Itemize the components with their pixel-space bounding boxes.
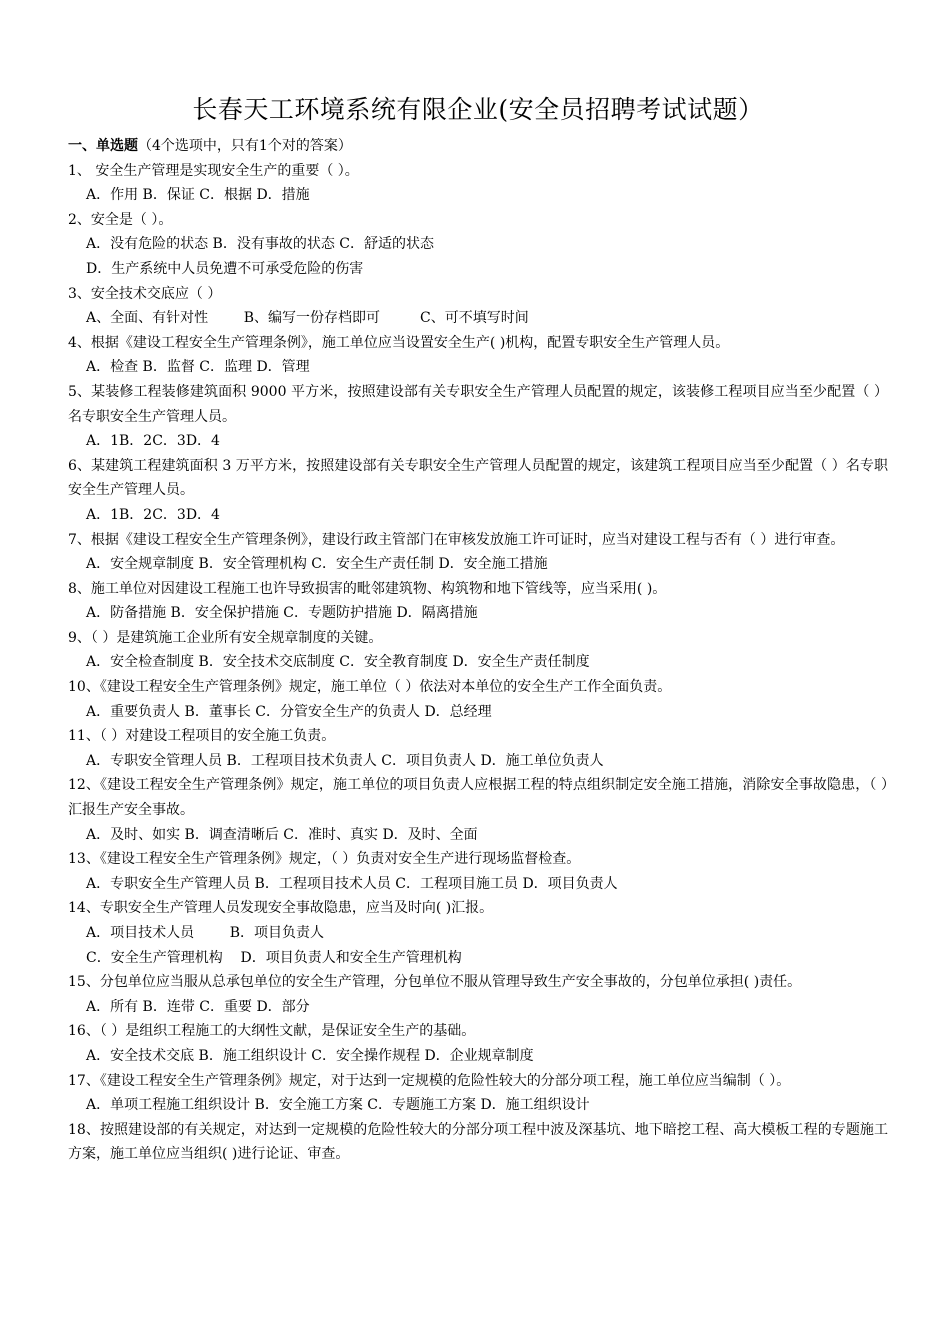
question-stem: 18、按照建设部的有关规定，对达到一定规模的危险性较大的分部分项工程中波及深基坑、地下暗挖工程、高大模板工程的专题施工方案，施工单位应当组织( )进行论证、审查。 [68, 1121, 888, 1163]
question-stem: 3、安全技术交底应（ ） [68, 285, 222, 302]
answer-options: A．专职安全管理人员 B．工程项目技术负责人 C．项目负责人 D．施工单位负责人 [86, 752, 604, 769]
section-note: （4个选项中，只有1个对的答案） [138, 138, 352, 154]
exam-document [68, 92, 888, 1167]
question-item [68, 847, 888, 896]
question-item [68, 896, 888, 970]
document-title: 长春天工环境系统有限企业(安全员招聘考试试题） [192, 95, 764, 124]
question-item [68, 626, 888, 675]
question-item [68, 454, 888, 528]
question-stem: 7、根据《建设工程安全生产管理条例》，建设行政主管部门在审核发放施工许可证时，应当对建设工程与否有（ ）进行审查。 [68, 531, 845, 548]
question-item [68, 380, 888, 454]
answer-options: A．作用 B．保证 C．根据 D．措施 [86, 187, 310, 204]
question-stem: 12、《建设工程安全生产管理条例》规定，施工单位的项目负责人应根据工程的特点组织制定安全施工措施，消除安全事故隐患，（ ）汇报生产安全事故。 [68, 777, 888, 819]
section-label: 一、单选题 [68, 138, 138, 154]
answer-options: A．没有危险的状态 B．没有事故的状态 C．舒适的状态 [86, 236, 435, 253]
question-stem: 9、（ ）是建筑施工企业所有安全规章制度的关键。 [68, 629, 383, 646]
question-item [68, 159, 888, 208]
question-stem: 2、安全是（ ）。 [68, 211, 173, 228]
question-stem: 6、某建筑工程建筑面积 3 万平方米，按照建设部有关专职安全生产管理人员配置的规定，该建筑工程项目应当至少配置（ ）名专职安全生产管理人员。 [68, 457, 888, 499]
question-item [68, 282, 888, 331]
answer-options: A．1B．2C．3D．4 [86, 506, 220, 523]
question-item [68, 724, 888, 773]
question-item [68, 331, 888, 380]
question-stem: 4、根据《建设工程安全生产管理条例》，施工单位应当设置安全生产( )机构，配置专职安全生产管理人员。 [68, 334, 730, 351]
answer-options: A．单项工程施工组织设计 B．安全施工方案 C．专题施工方案 D．施工组织设计 [86, 1097, 590, 1114]
answer-options: D．生产系统中人员免遭不可承受危险的伤害 [86, 260, 364, 277]
question-list [68, 159, 888, 1167]
question-item [68, 1118, 888, 1167]
answer-options: A．安全检查制度 B．安全技术交底制度 C．安全教育制度 D．安全生产责任制度 [86, 654, 590, 671]
answer-options: A．专职安全生产管理人员 B．工程项目技术人员 C．工程项目施工员 D．项目负责人 [86, 875, 618, 892]
question-item [68, 675, 888, 724]
answer-options: A．安全规章制度 B．安全管理机构 C．安全生产责任制 D．安全施工措施 [86, 556, 548, 573]
answer-options: A．重要负责人 B．董事长 C．分管安全生产的负责人 D．总经理 [86, 703, 492, 720]
question-stem: 1、 安全生产管理是实现安全生产的重要（ ）。 [68, 162, 359, 179]
section-heading [68, 134, 888, 159]
answer-options: A．1B．2C．3D．4 [86, 433, 220, 450]
question-item [68, 773, 888, 847]
question-item [68, 208, 888, 282]
question-stem: 13、《建设工程安全生产管理条例》规定，（ ）负责对安全生产进行现场监督检查。 [68, 851, 581, 868]
answer-options: A．及时、如实 B．调查清晰后 C．准时、真实 D．及时、全面 [86, 826, 478, 843]
answer-options: A．防备措施 B．安全保护措施 C．专题防护措施 D．隔离措施 [86, 605, 478, 622]
question-stem: 5、某装修工程装修建筑面积 9000 平方米，按照建设部有关专职安全生产管理人员配置的规定，该装修工程项目应当至少配置（ ）名专职安全生产管理人员。 [68, 383, 888, 425]
answer-options: A．所有 B．连带 C．重要 D．部分 [86, 998, 310, 1015]
question-stem: 16、（ ）是组织工程施工的大纲性文献，是保证安全生产的基础。 [68, 1023, 476, 1040]
question-stem: 17、《建设工程安全生产管理条例》规定，对于达到一定规模的危险性较大的分部分项工程，施工单位应当编制（ ）。 [68, 1072, 791, 1089]
question-stem: 8、施工单位对因建设工程施工也许导致损害的毗邻建筑物、构筑物和地下管线等，应当采用( )。 [68, 580, 667, 597]
answer-options: A．安全技术交底 B．施工组织设计 C．安全操作规程 D．企业规章制度 [86, 1047, 534, 1064]
question-stem: 14、专职安全生产管理人员发现安全事故隐患，应当及时向( )汇报。 [68, 900, 494, 917]
answer-options: C．安全生产管理机构 D．项目负责人和安全生产管理机构 [86, 949, 462, 966]
answer-options: A、全面、有针对性 B、编写一份存档即可 C、可不填写时间 [86, 310, 529, 327]
answer-options: A．检查 B．监督 C．监理 D．管理 [86, 359, 310, 376]
question-item [68, 1069, 888, 1118]
question-item [68, 1019, 888, 1068]
question-stem: 15、分包单位应当服从总承包单位的安全生产管理，分包单位不服从管理导致生产安全事故的，分包单位承担( )责任。 [68, 974, 802, 991]
question-item [68, 577, 888, 626]
question-item [68, 970, 888, 1019]
answer-options: A．项目技术人员 B．项目负责人 [86, 925, 324, 941]
question-stem: 10、《建设工程安全生产管理条例》规定，施工单位（ ）依法对本单位的安全生产工作全面负责。 [68, 679, 672, 696]
question-stem: 11、（ ）对建设工程项目的安全施工负责。 [68, 728, 336, 745]
question-item [68, 528, 888, 577]
